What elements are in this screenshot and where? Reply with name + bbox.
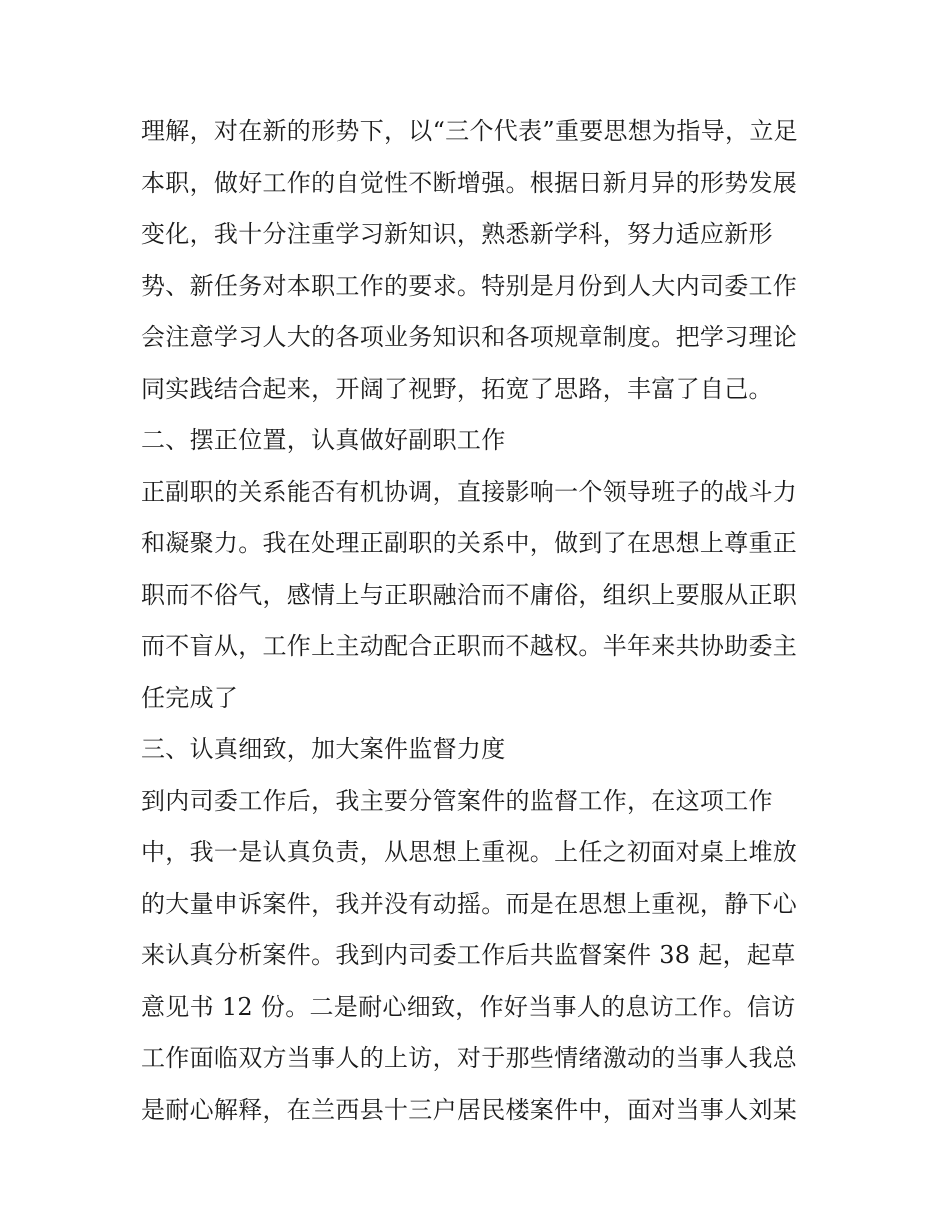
text-line-20: 是耐心解释，在兰西县十三户居民楼案件中，面对当事人刘某 [141,1095,798,1124]
text-line-11: 而不盲从，工作上主动配合正职而不越权。半年来共协助委主 [141,632,798,660]
text-line-1: 理解，对在新的形势下，以“三个代表”重要思想为指导，立足 [141,117,798,145]
text-line-6: 同实践结合起来，开阔了视野，拓宽了思路，丰富了自己。 [141,374,773,403]
text-line-16: 的大量申诉案件，我并没有动摇。而是在思想上重视，静下心 [141,889,798,918]
document-body [141,106,821,1136]
text-line-19: 工作面临双方当事人的上访，对于那些情绪激动的当事人我总 [141,1044,798,1072]
text-line-10: 职而不俗气，感情上与正职融洽而不庸俗，组织上要服从正职 [141,580,798,609]
section-heading-2: 二、摆正位置，认真做好副职工作 [141,426,506,454]
text-line-17: 来认真分析案件。我到内司委工作后共监督案件 38 起，起草 [141,941,796,969]
section-heading-3: 三、认真细致，加大案件监督力度 [141,735,506,763]
text-line-14: 到内司委工作后，我主要分管案件的监督工作，在这项工作 [141,786,773,815]
text-line-3: 变化，我十分注重学习新知识，熟悉新学科，努力适应新形 [141,220,773,248]
text-line-2: 本职，做好工作的自觉性不断增强。根据日新月异的形势发展 [141,168,798,197]
text-line-5: 会注意学习人大的各项业务知识和各项规章制度。把学习理论 [141,323,798,351]
text-line-4: 势、新任务对本职工作的要求。特别是月份到人大内司委工作 [141,271,798,300]
text-line-18: 意见书 12 份。二是耐心细致，作好当事人的息访工作。信访 [141,992,796,1021]
text-line-15: 中，我一是认真负责，从思想上重视。上任之初面对桌上堆放 [141,838,798,866]
text-line-8: 正副职的关系能否有机协调，直接影响一个领导班子的战斗力 [141,477,798,506]
text-line-9: 和凝聚力。我在处理正副职的关系中，做到了在思想上尊重正 [141,529,798,557]
text-line-12: 任完成了 [141,683,239,712]
